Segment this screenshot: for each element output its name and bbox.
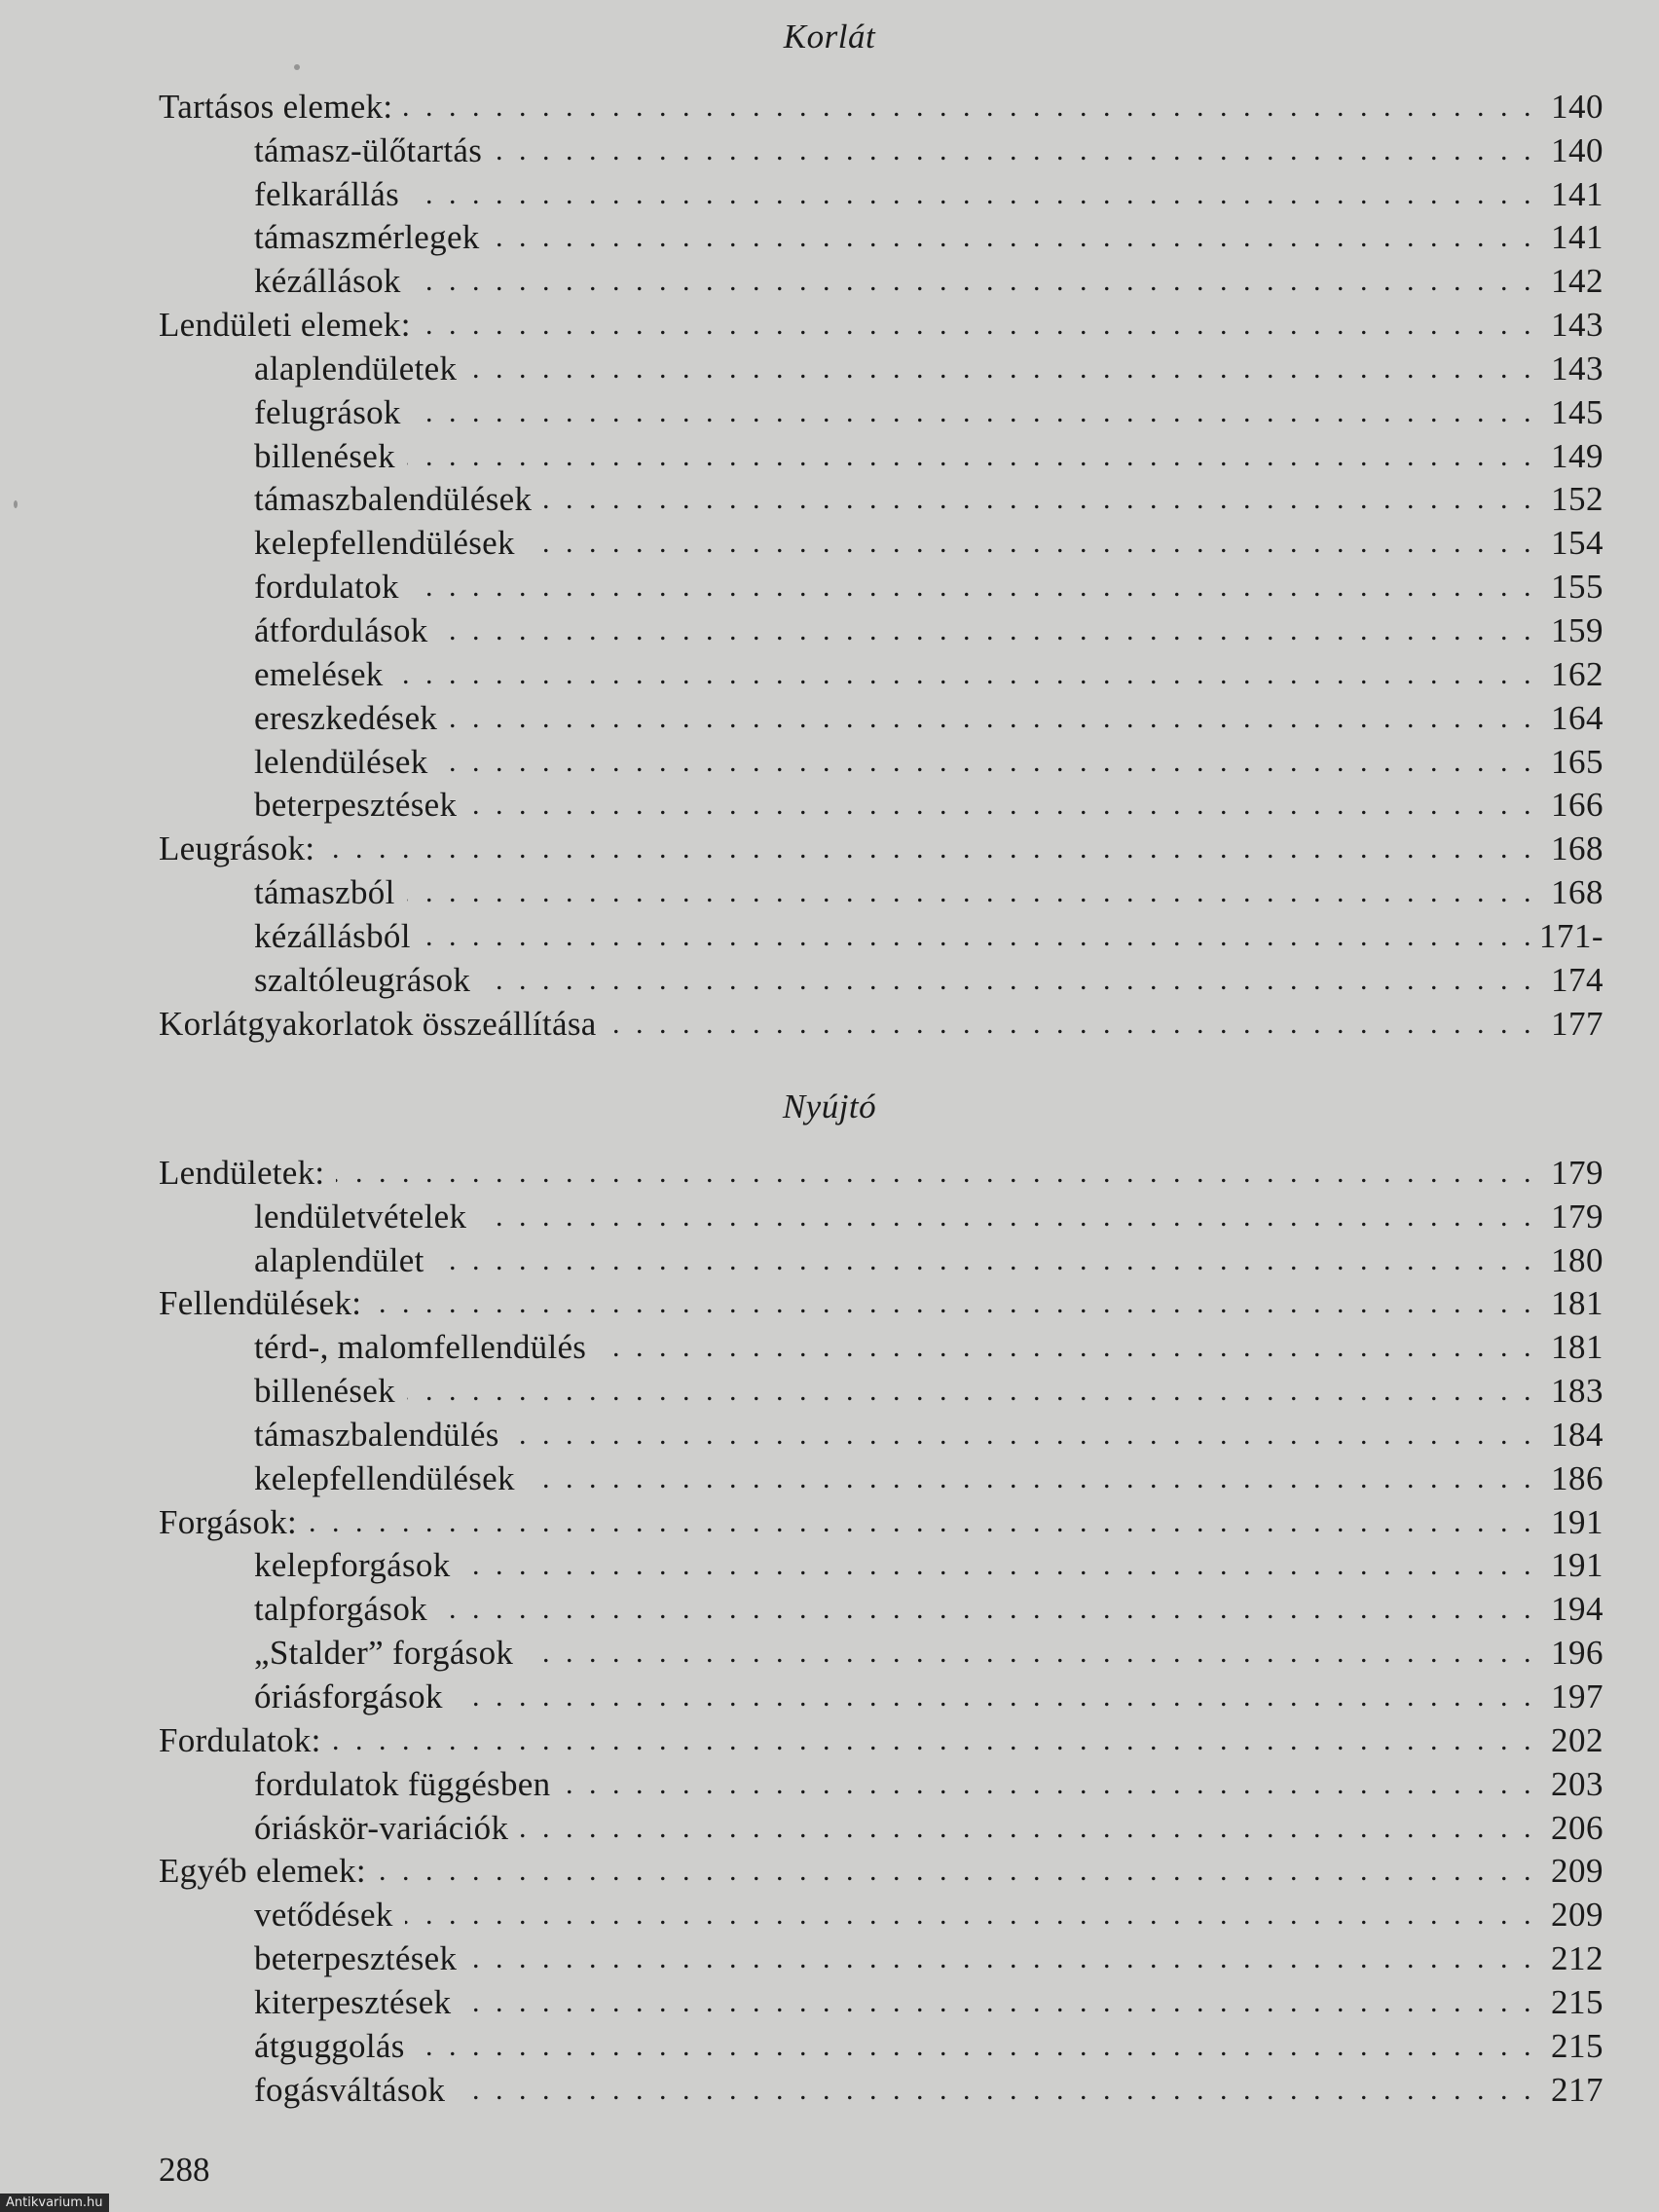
- toc-entry: [159, 1193, 1604, 1236]
- toc-entry: [159, 1891, 1604, 1935]
- toc-entry-page: 155: [1551, 568, 1604, 607]
- dot-leader: [468, 786, 1535, 825]
- dot-leader: [457, 2071, 1535, 2110]
- toc-entry: [159, 257, 1604, 301]
- toc-entry: [159, 2066, 1604, 2110]
- toc-entry-page: 154: [1551, 524, 1604, 563]
- dot-leader: [423, 306, 1535, 345]
- toc-entry-label: kiterpesztések: [254, 1982, 452, 2021]
- toc-entry: [159, 1804, 1604, 1848]
- toc-entry-page: 181: [1551, 1284, 1604, 1323]
- toc-entry-label: fordulatok függésben: [254, 1764, 551, 1803]
- toc-entry-page: 143: [1551, 349, 1604, 387]
- toc-entry-page: 166: [1551, 786, 1604, 825]
- toc-entry-page: 202: [1551, 1720, 1604, 1759]
- toc-entry: [159, 956, 1604, 1000]
- toc-entry-page: 212: [1551, 1939, 1604, 1978]
- dot-leader: [527, 524, 1535, 563]
- toc-entry-label: ereszkedések: [254, 698, 438, 737]
- dot-leader: [378, 1852, 1535, 1891]
- dot-leader: [455, 1677, 1535, 1716]
- toc-entry-label: alaplendület: [254, 1240, 424, 1279]
- toc-entry: [159, 1000, 1604, 1044]
- dot-leader: [478, 1198, 1535, 1236]
- toc-entry-label: támaszmérlegek: [254, 218, 480, 257]
- toc-entry-label: támaszbalendülések: [254, 480, 533, 519]
- toc-entry: [159, 1498, 1604, 1542]
- toc-entry-label: billenések: [254, 1372, 395, 1411]
- toc-entry: [159, 1367, 1604, 1411]
- dot-leader: [468, 350, 1535, 388]
- toc-entry: [159, 432, 1604, 476]
- dot-leader: [395, 655, 1535, 694]
- toc-entry: [159, 1411, 1604, 1455]
- toc-entry-label: kézállások: [254, 262, 401, 301]
- dot-leader: [527, 1459, 1535, 1498]
- toc-entry: [159, 1323, 1604, 1367]
- toc-entry: [159, 1455, 1604, 1498]
- toc-entry-page: 180: [1551, 1240, 1604, 1279]
- toc-entry-page: 196: [1551, 1634, 1604, 1673]
- toc-entry-page: 142: [1551, 262, 1604, 301]
- toc-entry-page: 203: [1551, 1764, 1604, 1803]
- toc-entry-page: 164: [1551, 698, 1604, 737]
- dot-leader: [423, 917, 1535, 956]
- dot-leader: [482, 961, 1535, 1000]
- toc-entry-label: támaszbalendülés: [254, 1415, 499, 1454]
- paper-speck: [14, 500, 18, 508]
- dot-leader: [562, 1765, 1535, 1804]
- dot-leader: [413, 393, 1535, 432]
- dot-leader: [417, 2027, 1535, 2066]
- toc-entry-label: felkarállás: [254, 174, 400, 213]
- toc-entry-label: átfordulások: [254, 610, 428, 649]
- toc-entry-page: 215: [1551, 2026, 1604, 2065]
- toc-entry: [159, 650, 1604, 694]
- toc-entry-page: 145: [1551, 392, 1604, 431]
- toc-entry-label: beterpesztések: [254, 786, 458, 825]
- toc-entry: [159, 388, 1604, 432]
- toc-entry: [159, 1585, 1604, 1629]
- toc-entry: [159, 1149, 1604, 1193]
- dot-leader: [543, 480, 1535, 519]
- dot-leader: [436, 1241, 1535, 1280]
- toc-entry-page: 140: [1551, 87, 1604, 126]
- toc-entry-label: alaplendületek: [254, 349, 458, 387]
- toc-entry-label: átguggolás: [254, 2026, 405, 2065]
- dot-leader: [439, 1590, 1535, 1629]
- dot-leader: [494, 131, 1535, 170]
- dot-leader: [326, 830, 1535, 868]
- toc-entry-page: 215: [1551, 1982, 1604, 2021]
- toc-entry-page: 191: [1551, 1546, 1604, 1585]
- dot-leader: [405, 1896, 1535, 1935]
- toc-entry-page: 194: [1551, 1590, 1604, 1629]
- watermark: Antikvarium.hu: [0, 2194, 109, 2212]
- section-title-nyujto: Nyújtó: [782, 1088, 877, 1125]
- toc-entry: [159, 214, 1604, 258]
- toc-entry-page: 168: [1551, 873, 1604, 912]
- toc-entry-label: Korlátgyakorlatok összeállítása: [159, 1004, 597, 1043]
- dot-leader: [413, 262, 1535, 301]
- toc-entry-label: Tartásos elemek:: [159, 87, 393, 126]
- dot-leader: [492, 218, 1535, 257]
- dot-leader: [440, 611, 1535, 650]
- toc-entry: [159, 2022, 1604, 2066]
- toc-entry: [159, 1978, 1604, 2022]
- dot-leader: [404, 88, 1535, 127]
- toc-entry-page: 191: [1551, 1502, 1604, 1541]
- toc-entry-page: 184: [1551, 1415, 1604, 1454]
- toc-entry-page: 186: [1551, 1458, 1604, 1497]
- toc-entry: [159, 1673, 1604, 1716]
- toc-entry: [159, 868, 1604, 912]
- toc-entry-label: támaszból: [254, 873, 395, 912]
- toc-entry-label: „Stalder” forgások: [254, 1634, 514, 1673]
- toc-entry-label: szaltóleugrások: [254, 960, 471, 999]
- toc-entry-page: 179: [1551, 1153, 1604, 1192]
- dot-leader: [520, 1809, 1535, 1848]
- toc-entry-page: 171-: [1538, 916, 1604, 955]
- toc-entry: [159, 607, 1604, 650]
- toc-entry-page: 141: [1551, 174, 1604, 213]
- toc-entry-label: Forgások:: [159, 1502, 298, 1541]
- toc-entry-label: kelepfellendülések: [254, 524, 515, 563]
- toc-entry-label: Leugrások:: [159, 830, 315, 868]
- toc-entry: [159, 83, 1604, 127]
- dot-leader: [462, 1546, 1535, 1585]
- toc-entry-label: emelések: [254, 654, 384, 693]
- toc-entry-label: óriásforgások: [254, 1677, 443, 1715]
- toc-entry-page: 179: [1551, 1197, 1604, 1235]
- toc-entry: [159, 912, 1604, 956]
- toc-entry: [159, 1935, 1604, 1978]
- toc-entry: [159, 825, 1604, 868]
- dot-leader: [407, 1372, 1535, 1411]
- toc-entry-label: térd-, malomfellendülés: [254, 1328, 587, 1367]
- toc-entry-page: 140: [1551, 130, 1604, 169]
- toc-entry-page: 149: [1551, 436, 1604, 475]
- toc-entry: [159, 127, 1604, 170]
- toc-entry-label: Egyéb elemek:: [159, 1852, 366, 1891]
- toc-entry-page: 159: [1551, 610, 1604, 649]
- toc-entry-label: lelendülések: [254, 742, 428, 781]
- toc-entry-page: 168: [1551, 830, 1604, 868]
- toc-entry-label: kelepfellendülések: [254, 1458, 515, 1497]
- dot-leader: [309, 1503, 1535, 1542]
- toc-entry: [159, 738, 1604, 782]
- toc-entry-label: kézállásból: [254, 916, 411, 955]
- paper-speck: [294, 64, 300, 70]
- toc-entry-label: Fellendülések:: [159, 1284, 362, 1323]
- toc-entry-page: 181: [1551, 1328, 1604, 1367]
- toc-entry: [159, 1629, 1604, 1673]
- dot-leader: [336, 1154, 1535, 1193]
- dot-leader: [411, 175, 1535, 214]
- toc-entry: [159, 476, 1604, 520]
- toc-entry: [159, 170, 1604, 214]
- toc-entry-page: 165: [1551, 742, 1604, 781]
- toc-entry-page: 162: [1551, 654, 1604, 693]
- toc-entry: [159, 1236, 1604, 1280]
- dot-leader: [598, 1328, 1535, 1367]
- toc-entry-page: 209: [1551, 1852, 1604, 1891]
- dot-leader: [411, 568, 1535, 607]
- toc-entry: [159, 1280, 1604, 1324]
- toc-entry-label: felugrások: [254, 392, 401, 431]
- toc-entry: [159, 1848, 1604, 1892]
- toc-entry-label: Lendületi elemek:: [159, 306, 411, 345]
- toc-entry-label: billenések: [254, 436, 395, 475]
- toc-section-korlat: [159, 83, 1604, 1044]
- toc-entry-label: beterpesztések: [254, 1939, 458, 1978]
- dot-leader: [608, 1005, 1535, 1044]
- dot-leader: [468, 1939, 1535, 1978]
- toc-entry: [159, 519, 1604, 563]
- toc-entry-label: kelepforgások: [254, 1546, 451, 1585]
- dot-leader: [407, 437, 1535, 476]
- toc-entry-page: 141: [1551, 218, 1604, 257]
- dot-leader: [440, 743, 1535, 782]
- toc-entry-page: 143: [1551, 306, 1604, 345]
- toc-entry-label: lendületvételek: [254, 1197, 467, 1235]
- toc-entry: [159, 345, 1604, 388]
- section-title-korlat: Korlát: [783, 18, 876, 55]
- toc-entry-label: Fordulatok:: [159, 1720, 321, 1759]
- toc-entry-label: fordulatok: [254, 568, 399, 607]
- dot-leader: [373, 1284, 1535, 1323]
- toc-entry-label: Lendületek:: [159, 1153, 325, 1192]
- toc-entry-label: talpforgások: [254, 1590, 427, 1629]
- toc-entry-label: fogásváltások: [254, 2070, 446, 2109]
- toc-entry-page: 152: [1551, 480, 1604, 519]
- toc-entry-page: 206: [1551, 1808, 1604, 1847]
- toc-entry-page: 174: [1551, 960, 1604, 999]
- page-number: 288: [159, 2151, 210, 2189]
- dot-leader: [407, 873, 1535, 912]
- toc-entry: [159, 782, 1604, 826]
- toc-entry-page: 197: [1551, 1677, 1604, 1715]
- toc-entry-page: 209: [1551, 1896, 1604, 1935]
- toc-entry: [159, 563, 1604, 607]
- toc-entry-page: 217: [1551, 2070, 1604, 2109]
- toc-entry-page: 183: [1551, 1372, 1604, 1411]
- dot-leader: [511, 1416, 1535, 1455]
- toc-entry: [159, 694, 1604, 738]
- toc-entry: [159, 301, 1604, 345]
- dot-leader: [449, 699, 1535, 738]
- toc-entry: [159, 1542, 1604, 1586]
- toc-entry-label: támasz-ülőtartás: [254, 130, 483, 169]
- toc-entry: [159, 1760, 1604, 1804]
- toc-section-nyujto: [159, 1149, 1604, 2110]
- toc-entry-label: vetődések: [254, 1896, 393, 1935]
- toc-entry-page: 177: [1551, 1004, 1604, 1043]
- dot-leader: [525, 1634, 1535, 1673]
- dot-leader: [462, 1983, 1535, 2022]
- toc-entry: [159, 1716, 1604, 1760]
- toc-entry-label: óriáskör-variációk: [254, 1808, 509, 1847]
- dot-leader: [333, 1721, 1535, 1760]
